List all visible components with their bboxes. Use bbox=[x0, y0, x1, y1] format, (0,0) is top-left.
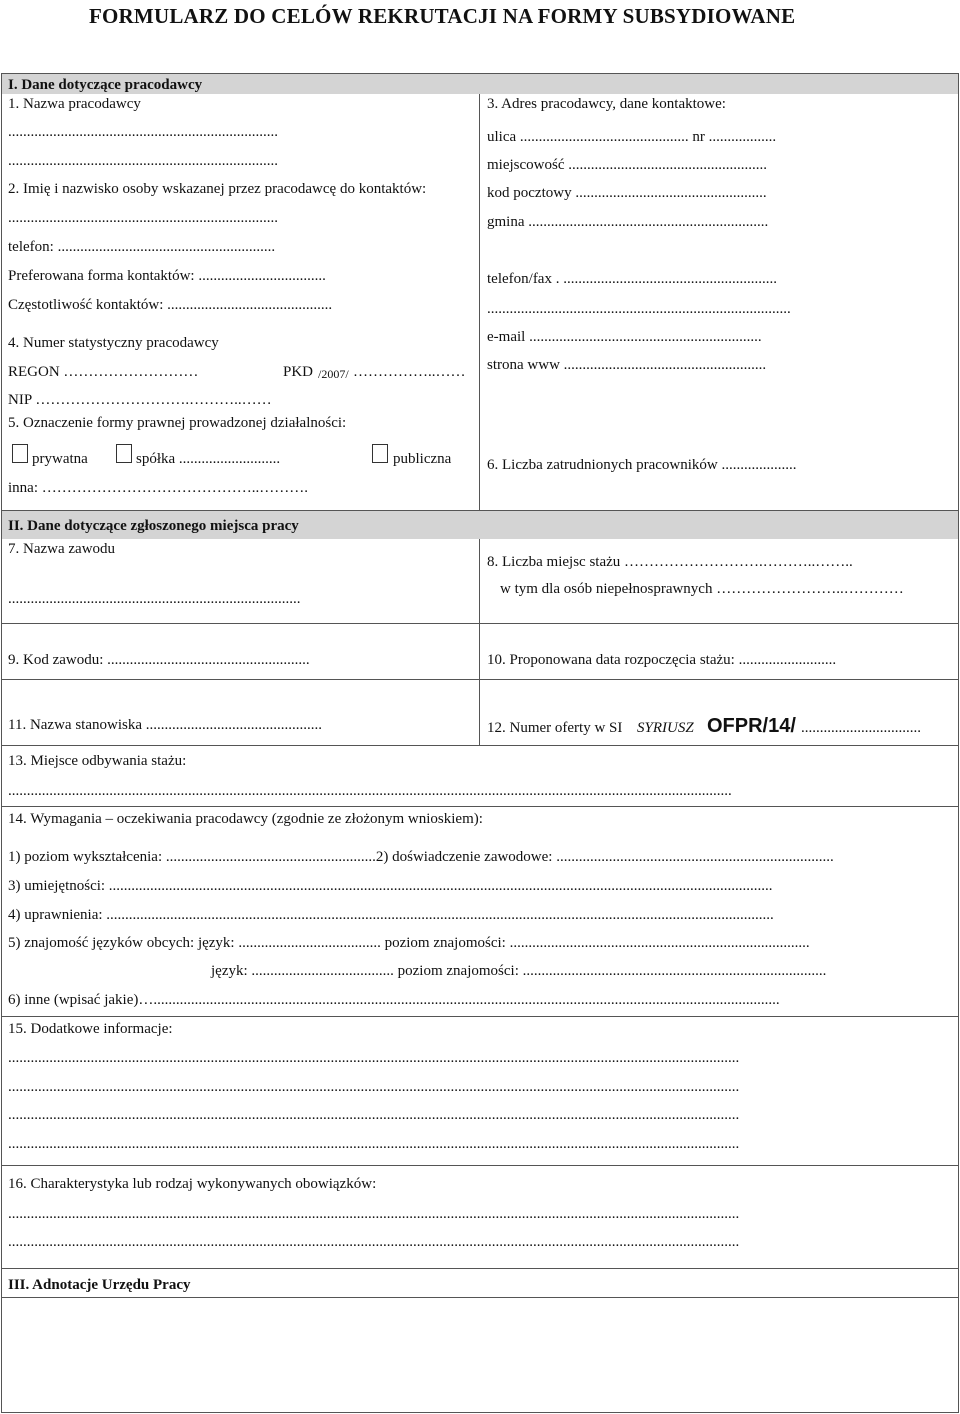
row14-rule bbox=[2, 806, 958, 807]
start-date-field[interactable]: 10. Proponowana data rozpoczęcia stażu: .......................... bbox=[487, 652, 837, 668]
duties-line[interactable]: ................................................................................................................................................................................................... bbox=[8, 1206, 740, 1222]
occupation-field[interactable]: .............................................................................. bbox=[8, 591, 301, 607]
commune-field[interactable]: gmina ................................................................ bbox=[487, 214, 769, 230]
pkd-field[interactable]: ……………..…… bbox=[353, 364, 466, 380]
occupation-code-field[interactable]: 9. Kod zawodu: ...................................................... bbox=[8, 652, 310, 668]
employer-name-field-2[interactable]: ........................................................................ bbox=[8, 153, 278, 169]
internship-location-field[interactable]: ................................................................................................................................................................................................. bbox=[8, 783, 732, 799]
requirements-label: 14. Wymagania – oczekiwania pracodawcy (zgodnie ze złożonym wnioskiem): bbox=[8, 811, 483, 827]
row15-rule bbox=[2, 1016, 958, 1017]
licenses-field[interactable]: 4) uprawnienia: .................................................................................................................................................................................. bbox=[8, 907, 774, 923]
section2-heading: II. Dane dotyczące zgłoszonego miejsca pracy bbox=[8, 518, 299, 534]
offer-system-label: SYRIUSZ bbox=[637, 720, 694, 736]
legal-form-label: 5. Oznaczenie formy prawnej prowadzonej działalności: bbox=[8, 415, 347, 431]
row9-rule bbox=[2, 623, 958, 624]
form-title: FORMULARZ DO CELÓW REKRUTACJI NA FORMY SUBSYDIOWANE bbox=[89, 4, 796, 28]
section3-top-rule bbox=[2, 1268, 958, 1269]
duties-line[interactable]: ................................................................................................................................................................................................... bbox=[8, 1234, 740, 1250]
contact-frequency-field[interactable]: Częstotliwość kontaktów: ............................................ bbox=[8, 297, 333, 313]
postal-field[interactable]: kod pocztowy ................................................... bbox=[487, 185, 767, 201]
address-label: 3. Adres pracodawcy, dane kontaktowe: bbox=[487, 96, 726, 112]
phone-field[interactable]: telefon: .......................................................... bbox=[8, 239, 276, 255]
office-notes-area[interactable] bbox=[2, 1298, 958, 1411]
offer-code: OFPR/14/ bbox=[707, 715, 796, 737]
additional-info-line[interactable]: ................................................................................................................................................................................................... bbox=[8, 1136, 740, 1152]
internship-location-label: 13. Miejsce odbywania stażu: bbox=[8, 753, 187, 769]
employer-name-field[interactable]: ........................................................................ bbox=[8, 124, 278, 140]
occupation-label: 7. Nazwa zawodu bbox=[8, 541, 116, 557]
email-field[interactable]: e-mail .............................................................. bbox=[487, 329, 762, 345]
private-label: prywatna bbox=[32, 451, 88, 467]
private-checkbox[interactable] bbox=[12, 444, 28, 463]
offer-number-field[interactable]: ................................ bbox=[801, 720, 921, 736]
additional-info-line[interactable]: ................................................................................................................................................................................................... bbox=[8, 1050, 740, 1066]
additional-info-line[interactable]: ................................................................................................................................................................................................... bbox=[8, 1107, 740, 1123]
skills-field[interactable]: 3) umiejętności: ................................................................................................................................................................................. bbox=[8, 878, 773, 894]
section2-divider-a bbox=[479, 539, 480, 623]
education-experience-field[interactable]: 1) poziom wykształcenia: ........................................................2) doświadczenie zawodowe: .......................................................................... bbox=[8, 849, 834, 865]
disabled-places-field[interactable]: w tym dla osób niepełnosprawnych ……………………..………… bbox=[500, 581, 904, 597]
section2-divider-b bbox=[479, 623, 480, 679]
internship-places-field[interactable]: 8. Liczba miejsc stażu ……………………….………..…….. bbox=[487, 554, 853, 570]
position-name-field[interactable]: 11. Nazwa stanowiska ............................................... bbox=[8, 717, 322, 733]
phonefax-field[interactable]: telefon/fax . ......................................................... bbox=[487, 271, 777, 287]
languages-field-2[interactable]: język: ...................................... poziom znajomości: ................................................................................. bbox=[211, 963, 827, 979]
pkd-suffix: /2007/ bbox=[318, 367, 349, 381]
additional-info-label: 15. Dodatkowe informacje: bbox=[8, 1021, 173, 1037]
row11-rule bbox=[2, 679, 958, 680]
section1-divider bbox=[479, 94, 480, 510]
preferred-contact-field[interactable]: Preferowana forma kontaktów: .................................. bbox=[8, 268, 326, 284]
www-field[interactable]: strona www ...................................................... bbox=[487, 357, 767, 373]
street-field[interactable]: ulica ............................................. nr .................. bbox=[487, 129, 777, 145]
public-label: publiczna bbox=[393, 451, 452, 467]
employees-count-field[interactable]: 6. Liczba zatrudnionych pracowników .................... bbox=[487, 457, 797, 473]
languages-field[interactable]: 5) znajomość języków obcych: język: ...................................... poziom znajomości: ................................................................................ bbox=[8, 935, 810, 951]
duties-label: 16. Charakterystyka lub rodzaj wykonywanych obowiązków: bbox=[8, 1176, 377, 1192]
section2-divider-c bbox=[479, 679, 480, 745]
contact-person-field[interactable]: ........................................................................ bbox=[8, 210, 278, 226]
contact-person-label: 2. Imię i nazwisko osoby wskazanej przez pracodawcę do kontaktów: bbox=[8, 181, 427, 197]
company-label: spółka ........................... bbox=[136, 451, 281, 467]
phonefax-field-2[interactable]: ................................................................................. bbox=[487, 301, 791, 317]
stat-number-label: 4. Numer statystyczny pracodawcy bbox=[8, 335, 219, 351]
other-requirements-field[interactable]: 6) inne (wpisać jakie)…....................................................................................................................................................................... bbox=[8, 992, 780, 1008]
nip-field[interactable]: NIP ………………………….………..…… bbox=[8, 392, 272, 408]
additional-info-line[interactable]: ................................................................................................................................................................................................... bbox=[8, 1079, 740, 1095]
company-checkbox[interactable] bbox=[116, 444, 132, 463]
pkd-label: PKD bbox=[283, 364, 314, 380]
section3-heading: III. Adnotacje Urzędu Pracy bbox=[8, 1277, 191, 1293]
offer-number-label: 12. Numer oferty w SI bbox=[487, 720, 623, 736]
row13-rule bbox=[2, 745, 958, 746]
row16-rule bbox=[2, 1165, 958, 1166]
other-form-field[interactable]: inna: ……………………………………..………. bbox=[8, 480, 308, 496]
city-field[interactable]: miejscowość ..................................................... bbox=[487, 157, 767, 173]
regon-field[interactable]: REGON ……………………… bbox=[8, 364, 199, 380]
public-checkbox[interactable] bbox=[372, 444, 388, 463]
employer-name-label: 1. Nazwa pracodawcy bbox=[8, 96, 141, 112]
section1-heading: I. Dane dotyczące pracodawcy bbox=[8, 77, 203, 93]
